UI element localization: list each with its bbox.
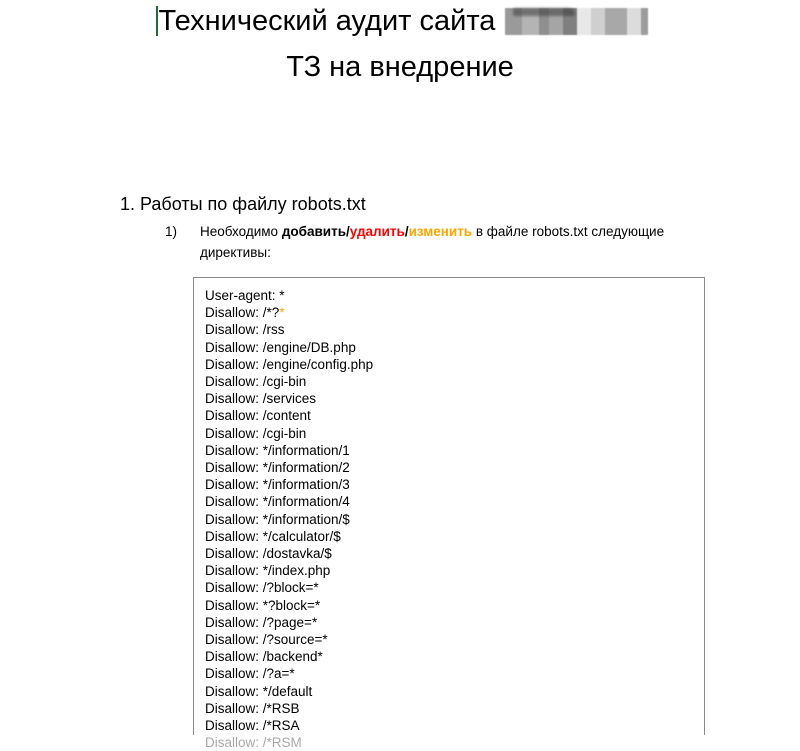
- directive-line: Disallow: /cgi-bin: [205, 374, 307, 390]
- list-item: [165, 221, 710, 263]
- directive-line: User-agent: *: [205, 288, 285, 303]
- directive-line: Disallow: */information/3: [205, 477, 350, 493]
- title-line-1-inline: [156, 2, 649, 40]
- robots-txt-directives-box: [193, 277, 705, 751]
- directive-line: Disallow: /engine/DB.php: [205, 339, 356, 355]
- directive-line: Disallow: /services: [205, 391, 317, 407]
- directive-line: Disallow: */default: [205, 683, 313, 699]
- directive-line: Disallow: /?page=*: [205, 614, 318, 630]
- directive-line: Disallow: /*RSM: [205, 735, 302, 751]
- separator-2: /: [404, 224, 409, 239]
- keyword-delete: удалить: [349, 224, 405, 239]
- robots-txt-directives-list: [194, 278, 704, 751]
- document-title-line-1: [0, 2, 800, 46]
- directive-line: Disallow: /?block=*: [205, 580, 319, 596]
- keyword-change: изменить: [408, 224, 473, 239]
- list-item-marker: 1): [165, 224, 178, 239]
- directive-line: Disallow: /rss: [205, 322, 285, 338]
- list-text-before: Необходимо: [200, 224, 282, 239]
- directive-line: Disallow: */calculator/$: [205, 528, 341, 544]
- directive-line: Disallow: /?a=*: [205, 666, 295, 682]
- redacted-site-name: [505, 8, 648, 35]
- document-subtitle-line-2: [0, 48, 800, 86]
- directive-line: Disallow: */index.php: [205, 563, 331, 579]
- keyword-add: добавить: [281, 224, 346, 239]
- directive-line: Disallow: /*RSA: [205, 718, 300, 734]
- list-text-after: в файле robots.txt следующие директивы:: [200, 224, 665, 260]
- directive-line: Disallow: /?source=*: [205, 632, 328, 648]
- directive-line: Disallow: /*?*: [205, 305, 285, 321]
- directive-line: Disallow: */information/$: [205, 511, 350, 527]
- directive-line: Disallow: /cgi-bin: [205, 425, 307, 441]
- directive-line: Disallow: /dostavka/$: [205, 546, 332, 562]
- directive-line: Disallow: /backend*: [205, 649, 323, 665]
- list-item-text: [200, 221, 710, 263]
- directive-line: Disallow: /content: [205, 408, 311, 424]
- directive-amber-marker: *: [279, 305, 285, 321]
- directive-line: Disallow: /*RSB: [205, 700, 300, 716]
- separator-1: /: [346, 224, 350, 239]
- directive-line: Disallow: */information/1: [205, 442, 350, 458]
- directive-line: Disallow: /engine/config.php: [205, 356, 374, 372]
- text-caret-icon: [156, 6, 158, 36]
- document-title-text: Технический аудит сайта: [158, 5, 496, 37]
- document-subtitle-text: ТЗ на внедрение: [286, 51, 514, 83]
- directive-line: Disallow: */information/4: [205, 494, 350, 510]
- directive-line: Disallow: */information/2: [205, 460, 350, 476]
- section-heading-robots-txt: 1. Работы по файлу robots.txt: [120, 194, 366, 214]
- directive-line: Disallow: *?block=*: [205, 597, 321, 613]
